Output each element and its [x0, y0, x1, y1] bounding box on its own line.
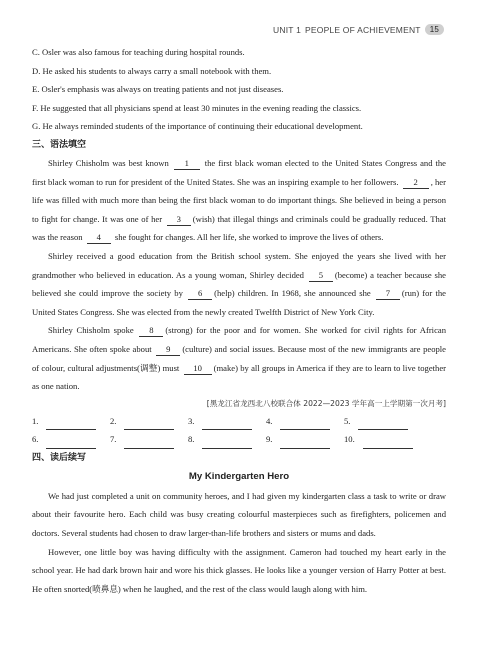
page-number-badge: 15 [425, 24, 444, 35]
blank-1: 1 [174, 158, 200, 170]
passage-paragraph-3: Shirley Chisholm spoke 8 (strong) for the poor and for women. She worked for civil rights for African Americans. She often spoke about 9 (culture) and social issues. Because most of the new immigrants are people of colour, cultural adjustments(调整) must 10 (make) by all groups in America if they are to learn to live together as one nation. [32, 325, 446, 392]
blank-2: 2 [403, 177, 429, 189]
answer-slot[interactable]: 7. [110, 430, 188, 449]
story-paragraph-1: We had just completed a unit on community heroes, and I had given my kindergarten class a task to write or draw about their favourite hero. Each child was busy creating colourful masterpieces such as firefighters, policemen and doctors. Several students had chosen to draw larger-than-life brothers and sisters or mums and dads. [32, 490, 446, 539]
unit-title: PEOPLE OF ACHIEVEMENT [305, 24, 421, 35]
blank-3: 3 [167, 214, 191, 226]
answer-slot[interactable]: 10. [344, 430, 422, 449]
page-header [273, 24, 444, 35]
blank-9: 9 [156, 344, 180, 356]
blank-6: 6 [188, 288, 212, 300]
answer-slot[interactable]: 5. [344, 412, 422, 431]
option-f: F. He suggested that all physicians spend at least 30 minutes in the evening reading the classics. [32, 102, 362, 113]
blank-10: 10 [184, 363, 212, 375]
option-g: G. He always reminded students of the importance of continuing their educational development. [32, 121, 363, 132]
section-heading-continuation: 四、读后续写 [32, 452, 87, 463]
answer-slot[interactable]: 3. [188, 412, 266, 431]
answer-slot[interactable]: 1. [32, 412, 110, 431]
exam-source-note: [黑龙江省龙西北八校联合体 2022—2023 学年高一上学期第一次月考] [206, 398, 446, 408]
option-e: E. Osler's emphasis was always on treating patients and not just diseases. [32, 84, 284, 95]
blank-4: 4 [87, 232, 111, 244]
story-paragraph-2: However, one little boy was having difficulty with the assignment. Cameron had touched my heart early in the school year. He had dark brown hair and wore his thick glasses. He looks like a younger version of Harry Potter at best. He often snorted(喷鼻息) when he laughed, and the rest of the class would laugh along with him. [32, 546, 446, 594]
answer-slot[interactable]: 8. [188, 430, 266, 449]
passage-paragraph-1: Shirley Chisholm was best known 1 the first black woman elected to the United States Congress and the first black woman to run for president of the United States. She was an inspiring example to her followers. 2 , her life was filled with much more than being the first black woman to do important things. She believed in being a person to fight for change. It was one of her 3 (wish) that illegal things and criminals could be gradually reduced. That was the reason 4 she fought for changes. All her life, she worked to improve the lives of others. [32, 157, 447, 243]
page-content [32, 43, 446, 598]
answer-blanks [32, 412, 446, 449]
answer-slot[interactable]: 6. [32, 430, 110, 449]
unit-label: UNIT 1 [273, 24, 302, 35]
answer-slot[interactable]: 2. [110, 412, 188, 431]
story-title: My Kindergarten Hero [188, 470, 290, 482]
blank-7: 7 [376, 288, 400, 300]
answer-slot[interactable]: 4. [266, 412, 344, 431]
option-c: C. Osler was also famous for teaching during hospital rounds. [32, 47, 245, 57]
section-heading-grammar: 三、语法填空 [32, 139, 87, 150]
blank-5: 5 [309, 270, 333, 282]
blank-8: 8 [139, 325, 163, 337]
answer-slot[interactable]: 9. [266, 430, 344, 449]
passage-paragraph-2: Shirley received a good education from the British school system. She enjoyed the years she lived with her grandmother who believed in education. As a young woman, Shirley decided 5 (become) a teacher because she believed she could improve the society by 6 (help) children. In 1968, she announced she 7 (run) for the United States Congress. She was elected from the newly created Twelfth District of New York City. [32, 250, 446, 317]
option-d: D. He asked his students to always carry a small notebook with them. [32, 65, 272, 76]
